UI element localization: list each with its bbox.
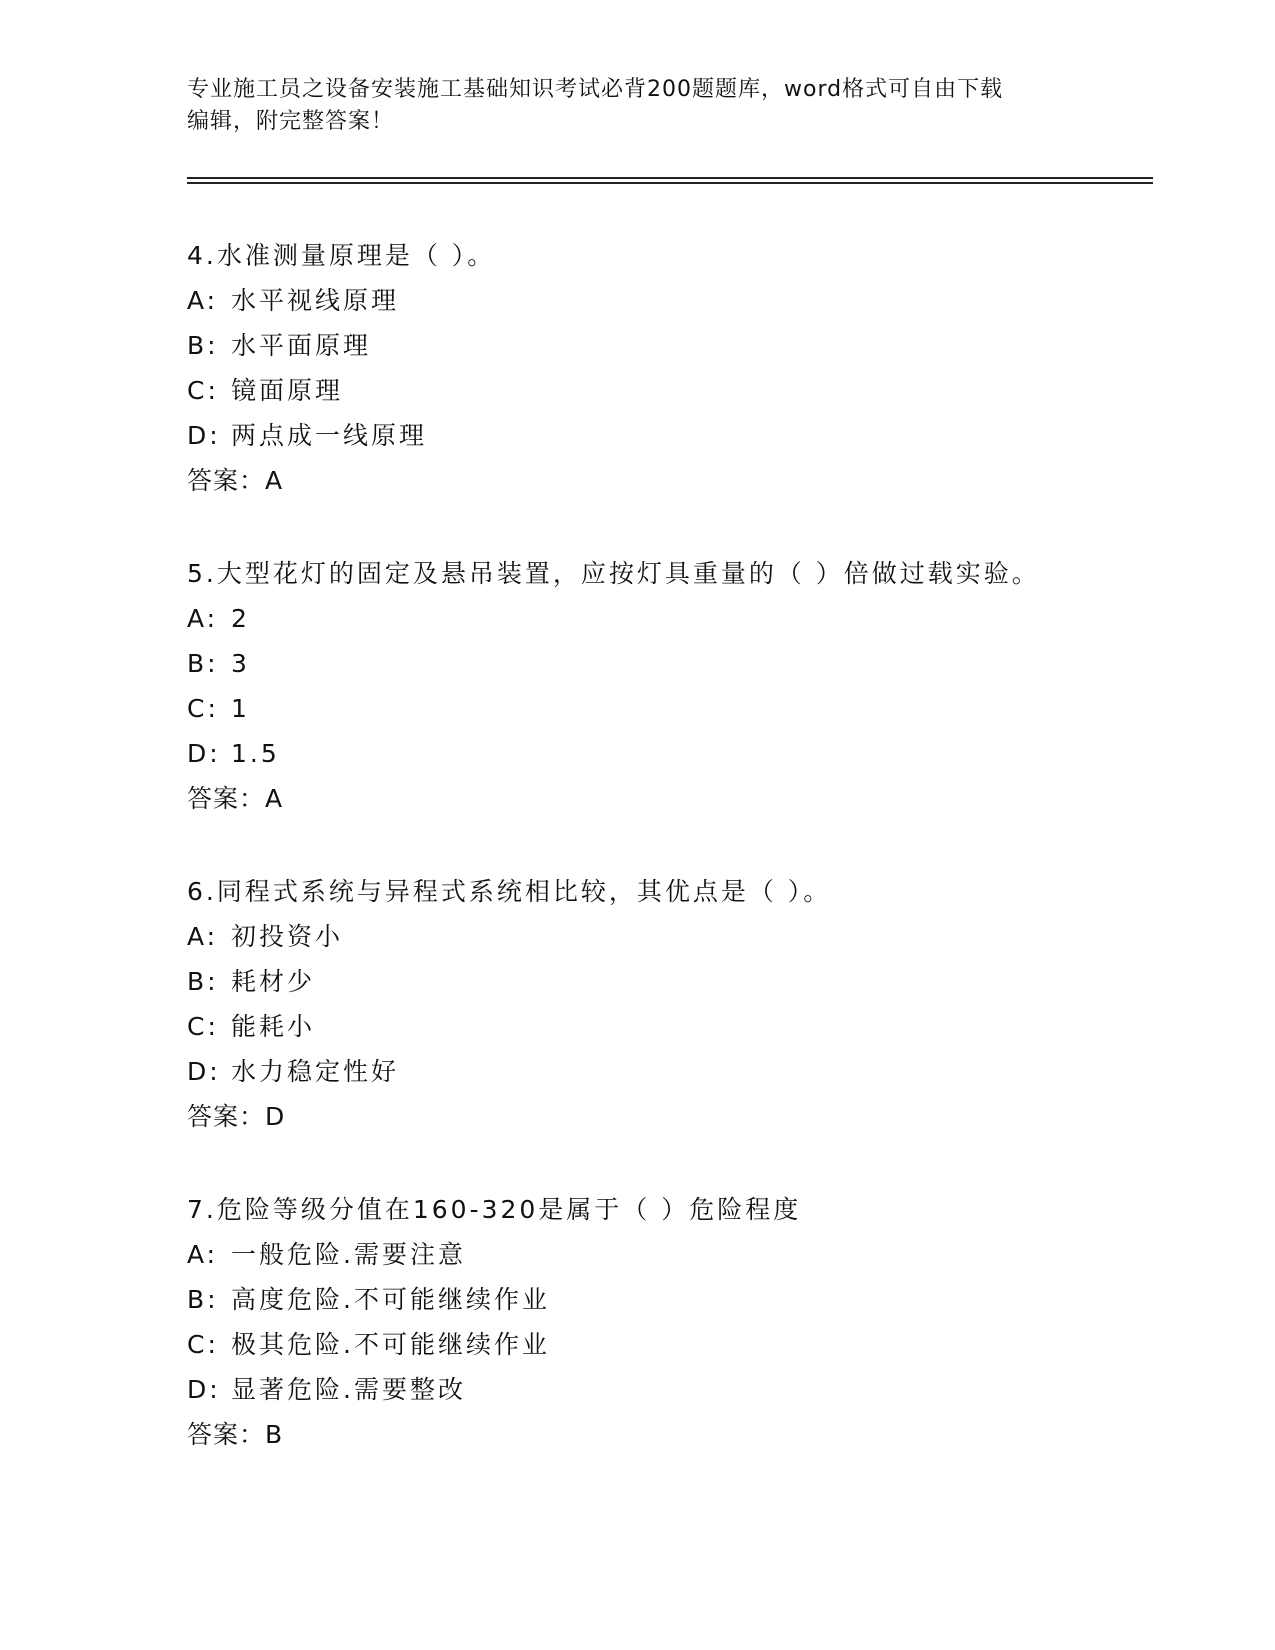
option-b xyxy=(187,1277,1147,1322)
document-header xyxy=(187,74,1067,138)
option-letter: D: xyxy=(187,1375,221,1404)
option-letter: D: xyxy=(187,421,221,450)
option-letter: A: xyxy=(187,286,219,315)
option-letter: D: xyxy=(187,739,221,768)
option-letter: A: xyxy=(187,922,219,951)
option-a xyxy=(187,914,1147,959)
option-letter: C: xyxy=(187,1012,219,1041)
header-title-line-1: 专业施工员之设备安装施工基础知识考试必背200题题库，word格式可自由下载 xyxy=(187,77,1004,102)
option-text: 3 xyxy=(231,649,250,678)
option-text: 镜面原理 xyxy=(231,376,344,405)
question-stem: 6.同程式系统与异程式系统相比较，其优点是（ ）。 xyxy=(187,877,832,906)
option-text: 1.5 xyxy=(231,739,280,768)
option-text: 显著危险.需要整改 xyxy=(231,1375,466,1404)
answer-line: 答案：D xyxy=(187,1102,286,1131)
option-d xyxy=(187,1367,1147,1412)
option-text: 一般危险.需要注意 xyxy=(231,1240,466,1269)
option-text: 1 xyxy=(231,694,250,723)
option-letter: C: xyxy=(187,1330,219,1359)
option-letter: B: xyxy=(187,649,219,678)
question-block xyxy=(187,1187,1147,1457)
question-block xyxy=(187,233,1147,503)
option-d xyxy=(187,413,1147,458)
header-divider-bottom xyxy=(187,182,1153,184)
option-c xyxy=(187,368,1147,413)
option-text: 两点成一线原理 xyxy=(231,421,428,450)
option-letter: B: xyxy=(187,331,219,360)
question-stem: 4.水准测量原理是（ ）。 xyxy=(187,241,496,270)
option-b xyxy=(187,323,1147,368)
answer-line: 答案：A xyxy=(187,784,284,813)
option-b xyxy=(187,641,1147,686)
header-divider-top xyxy=(187,177,1153,179)
question-block xyxy=(187,551,1147,821)
option-text: 水平视线原理 xyxy=(231,286,400,315)
option-letter: B: xyxy=(187,1285,219,1314)
question-stem: 7.危险等级分值在160-320是属于（ ）危险程度 xyxy=(187,1195,802,1224)
option-c xyxy=(187,1322,1147,1367)
option-text: 高度危险.不可能继续作业 xyxy=(231,1285,550,1314)
option-letter: C: xyxy=(187,376,219,405)
option-a xyxy=(187,1232,1147,1277)
option-text: 水平面原理 xyxy=(231,331,372,360)
answer-line: 答案：B xyxy=(187,1420,284,1449)
option-letter: B: xyxy=(187,967,219,996)
option-text: 极其危险.不可能继续作业 xyxy=(231,1330,550,1359)
option-a xyxy=(187,596,1147,641)
option-text: 2 xyxy=(231,604,250,633)
option-letter: C: xyxy=(187,694,219,723)
option-letter: A: xyxy=(187,604,219,633)
option-text: 初投资小 xyxy=(231,922,344,951)
option-d xyxy=(187,731,1147,776)
question-block xyxy=(187,869,1147,1139)
question-stem: 5.大型花灯的固定及悬吊装置，应按灯具重量的（ ）倍做过载实验。 xyxy=(187,559,1040,588)
option-letter: A: xyxy=(187,1240,219,1269)
option-text: 水力稳定性好 xyxy=(231,1057,400,1086)
option-text: 能耗小 xyxy=(231,1012,316,1041)
option-a xyxy=(187,278,1147,323)
option-letter: D: xyxy=(187,1057,221,1086)
option-c xyxy=(187,1004,1147,1049)
option-text: 耗材少 xyxy=(231,967,316,996)
option-d xyxy=(187,1049,1147,1094)
option-b xyxy=(187,959,1147,1004)
answer-line: 答案：A xyxy=(187,466,284,495)
option-c xyxy=(187,686,1147,731)
header-title-line-2: 编辑，附完整答案！ xyxy=(187,109,395,134)
